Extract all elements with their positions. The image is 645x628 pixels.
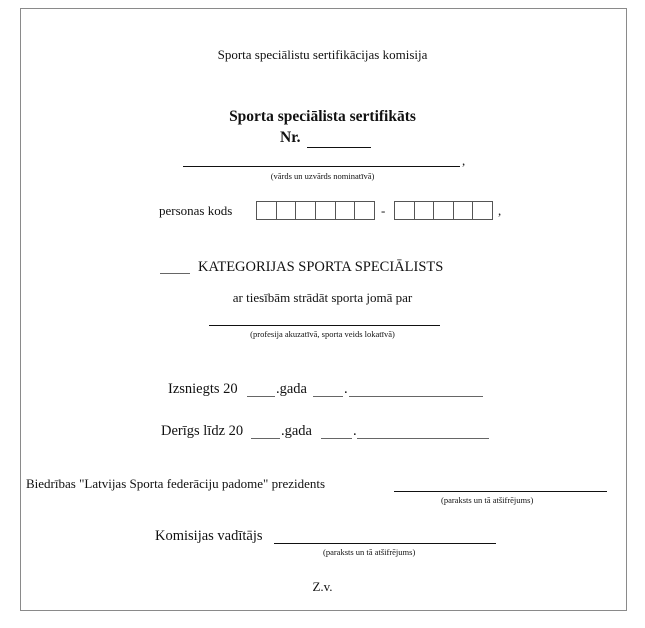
profession-caption: (profesija akuzatīvā, sporta veids lokatīvā) xyxy=(250,329,395,339)
valid-year-line xyxy=(251,438,280,439)
chair-label: Komisijas vadītājs xyxy=(155,528,263,544)
valid-month-line xyxy=(357,438,489,439)
issued-gada: .gada xyxy=(276,381,307,397)
name-comma: , xyxy=(462,153,466,168)
chair-caption: (paraksts un tā atšifrējums) xyxy=(323,547,416,557)
chair-signature-line xyxy=(274,543,496,544)
personal-code-dash: - xyxy=(381,203,386,218)
issued-dot: . xyxy=(344,381,348,397)
valid-prefix: Derīgs līdz 20 xyxy=(161,423,244,439)
president-signature-line xyxy=(394,491,607,492)
issued-prefix: Izsniegts 20 xyxy=(168,381,238,397)
certificate-title: Sporta speciālista sertifikāts xyxy=(229,108,416,125)
category-title: KATEGORIJAS SPORTA SPECIĀLISTS xyxy=(198,259,444,275)
valid-gada: .gada xyxy=(281,423,312,439)
personal-code-label: personas kods xyxy=(159,203,233,218)
valid-day-line xyxy=(321,438,352,439)
profession-blank-line xyxy=(209,325,440,326)
name-caption: (vārds un uzvārds nominatīvā) xyxy=(270,171,375,181)
category-blank-line xyxy=(160,273,190,274)
certificate-frame xyxy=(20,8,627,611)
personal-code-comma: , xyxy=(498,203,502,218)
stamp-place: Z.v. xyxy=(312,579,333,594)
issued-day-line xyxy=(313,396,343,397)
personal-code-second-part[interactable] xyxy=(394,201,493,220)
number-label: Nr. xyxy=(280,129,301,146)
valid-dot: . xyxy=(353,423,357,439)
rights-text: ar tiesībām strādāt sporta jomā par xyxy=(232,290,413,305)
number-blank-line xyxy=(307,147,371,148)
personal-code-first-part[interactable] xyxy=(256,201,375,220)
commission-heading: Sporta speciālistu sertifikācijas komisija xyxy=(217,47,428,62)
issued-month-line xyxy=(349,396,483,397)
president-label: Biedrības "Latvijas Sporta federāciju padome" prezidents xyxy=(26,476,326,491)
issued-year-line xyxy=(247,396,275,397)
name-blank-line xyxy=(183,166,460,167)
president-caption: (paraksts un tā atšifrējums) xyxy=(441,495,534,505)
